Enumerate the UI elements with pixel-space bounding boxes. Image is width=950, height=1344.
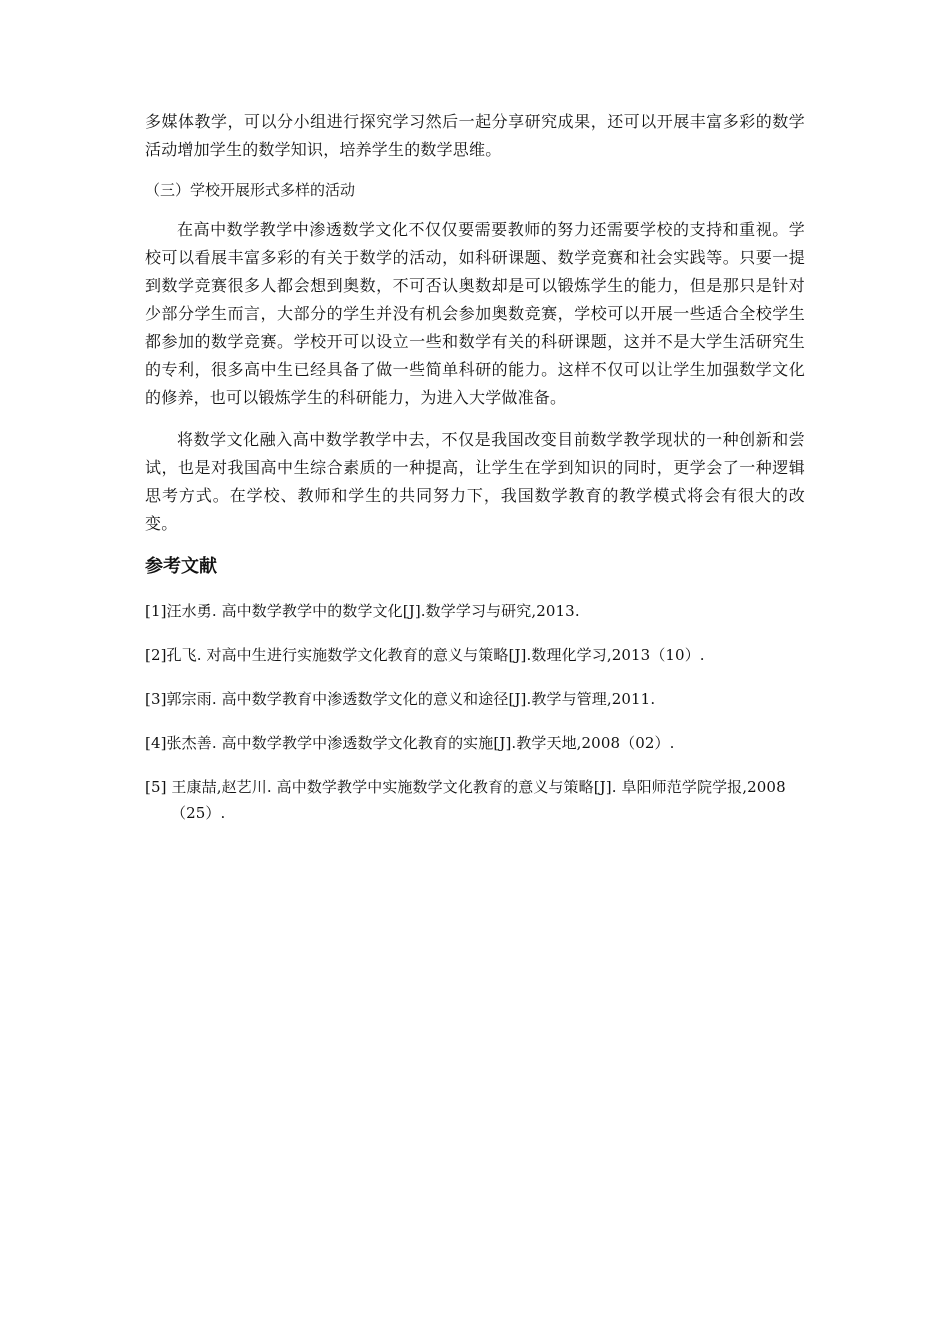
reference-item: [1]汪水勇. 高中数学教学中的数学文化[J].数学学习与研究,2013. [145, 602, 580, 620]
reference-item: [4]张杰善. 高中数学教学中渗透数学文化教育的实施[J].教学天地,2008（02）. [145, 734, 675, 752]
reference-item: [5] 王康喆,赵艺川. 高中数学教学中实施数学文化教育的意义与策略[J]. 阜阳师范学院学报,2008（25）. [145, 778, 786, 822]
paragraph-continued: 多媒体教学，可以分小组进行探究学习然后一起分享研究成果，还可以开展丰富多彩的数学活动增加学生的数学知识，培养学生的数学思维。 [145, 112, 805, 159]
paragraph-conclusion: 将数学文化融入高中数学教学中去，不仅是我国改变目前数学教学现状的一种创新和尝试，也是对我国高中生综合素质的一种提高，让学生在学到知识的同时，更学会了一种逻辑思考方式。在学校、教师和学生的共同努力下，我国数学教育的教学模式将会有很大的改变。 [145, 430, 805, 533]
reference-item: [3]郭宗雨. 高中数学教育中渗透数学文化的意义和途径[J].教学与管理,2011. [145, 690, 656, 708]
reference-item: [2]孔飞. 对高中生进行实施数学文化教育的意义与策略[J].数理化学习,2013（10）. [145, 646, 705, 664]
document-body [145, 108, 805, 844]
references-list [145, 598, 805, 826]
paragraph-school-activities: 在高中数学教学中渗透数学文化不仅仅要需要教师的努力还需要学校的支持和重视。学校可以看展丰富多彩的有关于数学的活动，如科研课题、数学竞赛和社会实践等。只要一提到数学竞赛很多人都会想到奥数，不可否认奥数却是可以锻炼学生的能力，但是那只是针对少部分学生而言，大部分的学生并没有机会参加奥数竞赛，学校可以开展一些适合全校学生都参加的数学竞赛。学校开可以设立一些和数学有关的科研课题，这并不是大学生活研究生的专利，很多高中生已经具备了做一些简单科研的能力。这样不仅可以让学生加强数学文化的修养，也可以锻炼学生的科研能力，为进入大学做准备。 [145, 220, 805, 407]
references-title: 参考文献 [145, 556, 217, 577]
section-heading: （三）学校开展形式多样的活动 [145, 181, 356, 199]
